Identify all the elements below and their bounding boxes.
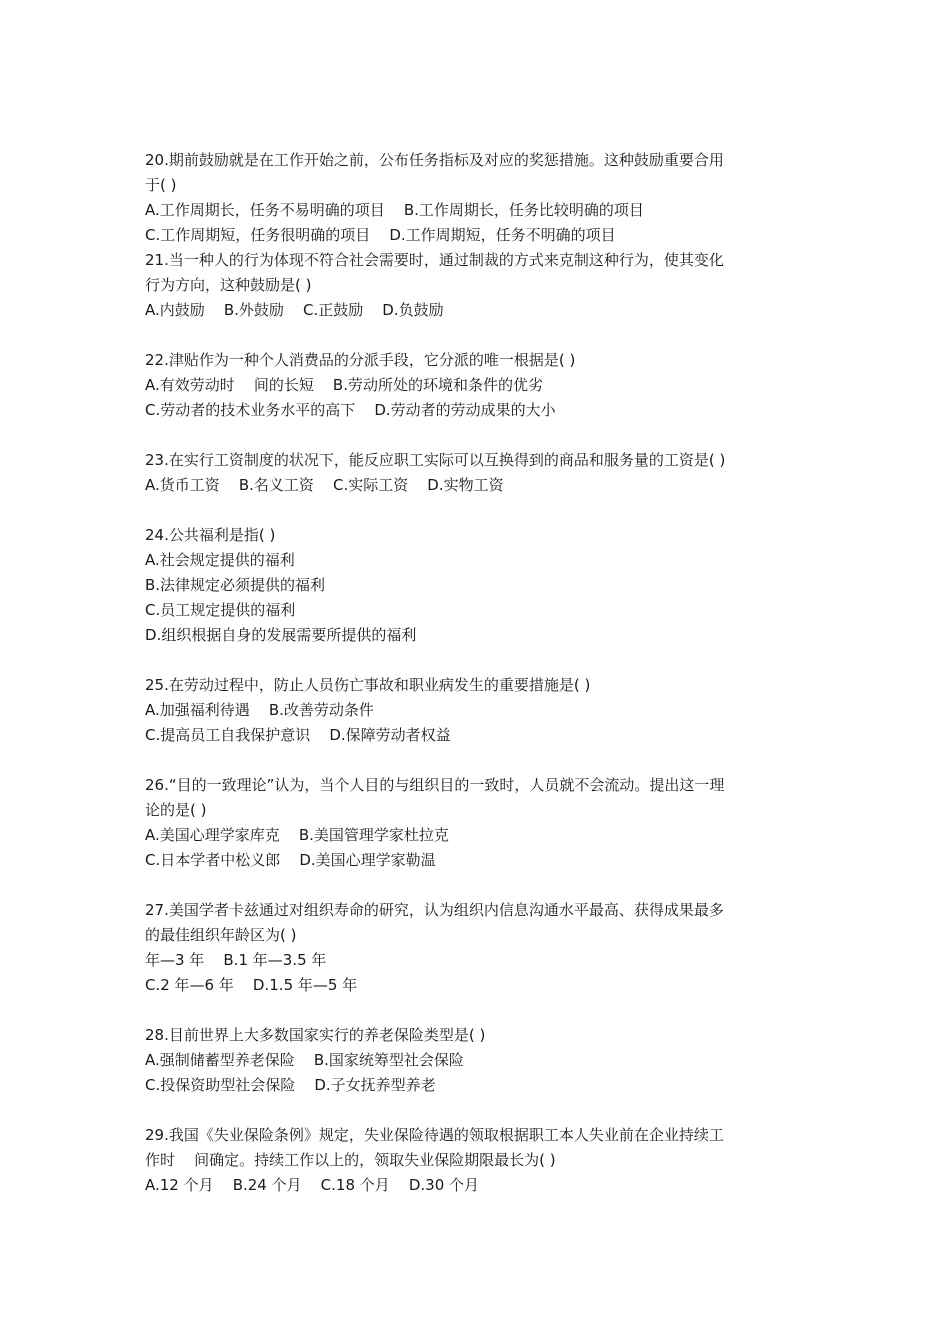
spacer bbox=[145, 648, 815, 673]
options-line: A.强制储蓄型养老保险 B.国家统筹型社会保险 bbox=[145, 1051, 464, 1069]
options-line: A.有效劳动时 间的长短 B.劳动所处的环境和条件的优劣 bbox=[145, 376, 543, 394]
spacer bbox=[145, 748, 815, 773]
option-d: D.组织根据自身的发展需要所提供的福利 bbox=[145, 626, 417, 644]
question-25 bbox=[145, 673, 815, 748]
question-text: 26.“目的一致理论”认为，当个人目的与组织目的一致时，人员就不会流动。提出这一理 bbox=[145, 776, 725, 794]
spacer bbox=[145, 998, 815, 1023]
options-line: A.内鼓励 B.外鼓励 C.正鼓励 D.负鼓励 bbox=[145, 301, 444, 319]
spacer bbox=[145, 423, 815, 448]
option-b: B.法律规定必须提供的福利 bbox=[145, 576, 326, 594]
question-text: 论的是( ) bbox=[145, 801, 207, 819]
question-26 bbox=[145, 773, 815, 873]
options-line: C.提高员工自我保护意识 D.保障劳动者权益 bbox=[145, 726, 451, 744]
question-text: 22.津贴作为一种个人消费品的分派手段，它分派的唯一根据是( ) bbox=[145, 351, 576, 369]
question-24 bbox=[145, 523, 815, 648]
question-list bbox=[145, 148, 815, 1198]
question-23 bbox=[145, 448, 815, 498]
options-line: C.日本学者中松义郎 D.美国心理学家勒温 bbox=[145, 851, 436, 869]
spacer bbox=[145, 1098, 815, 1123]
question-text: 23.在实行工资制度的状况下，能反应职工实际可以互换得到的商品和服务量的工资是( ) bbox=[145, 451, 726, 469]
spacer bbox=[145, 323, 815, 348]
question-20 bbox=[145, 148, 815, 248]
question-29 bbox=[145, 1123, 815, 1198]
question-text: 28.目前世界上大多数国家实行的养老保险类型是( ) bbox=[145, 1026, 486, 1044]
options-line: C.劳动者的技术业务水平的高下 D.劳动者的劳动成果的大小 bbox=[145, 401, 556, 419]
options-line: A.加强福利待遇 B.改善劳动条件 bbox=[145, 701, 374, 719]
question-text: 的最佳组织年龄区为( ) bbox=[145, 926, 297, 944]
options-line: C.投保资助型社会保险 D.子女抚养型养老 bbox=[145, 1076, 436, 1094]
question-text: 作时 间确定。持续工作以上的，领取失业保险期限最长为( ) bbox=[145, 1151, 556, 1169]
question-27 bbox=[145, 898, 815, 998]
option-c: C.员工规定提供的福利 bbox=[145, 601, 296, 619]
spacer bbox=[145, 873, 815, 898]
question-text: 21.当一种人的行为体现不符合社会需要时，通过制裁的方式来克制这种行为，使其变化 bbox=[145, 251, 724, 269]
question-text: 行为方向，这种鼓励是( ) bbox=[145, 276, 312, 294]
question-text: 24.公共福利是指( ) bbox=[145, 526, 276, 544]
question-text: 于( ) bbox=[145, 176, 177, 194]
options-line: 年—3 年 B.1 年—3.5 年 bbox=[145, 951, 327, 969]
question-21 bbox=[145, 248, 815, 323]
options-line: C.工作周期短，任务很明确的项目 D.工作周期短，任务不明确的项目 bbox=[145, 226, 616, 244]
option-a: A.社会规定提供的福利 bbox=[145, 551, 295, 569]
question-22 bbox=[145, 348, 815, 423]
question-text: 20.期前鼓励就是在工作开始之前，公布任务指标及对应的奖惩措施。这种鼓励重要合用 bbox=[145, 151, 724, 169]
options-line: A.12 个月 B.24 个月 C.18 个月 D.30 个月 bbox=[145, 1176, 480, 1194]
spacer bbox=[145, 498, 815, 523]
options-line: A.货币工资 B.名义工资 C.实际工资 D.实物工资 bbox=[145, 476, 504, 494]
options-line: A.工作周期长，任务不易明确的项目 B.工作周期长，任务比较明确的项目 bbox=[145, 201, 644, 219]
question-28 bbox=[145, 1023, 815, 1098]
options-line: A.美国心理学家库克 B.美国管理学家杜拉克 bbox=[145, 826, 449, 844]
options-line: C.2 年—6 年 D.1.5 年—5 年 bbox=[145, 976, 358, 994]
question-text: 27.美国学者卡兹通过对组织寿命的研究，认为组织内信息沟通水平最高、获得成果最多 bbox=[145, 901, 724, 919]
question-text: 29.我国《失业保险条例》规定，失业保险待遇的领取根据职工本人失业前在企业持续工 bbox=[145, 1126, 724, 1144]
question-text: 25.在劳动过程中，防止人员伤亡事故和职业病发生的重要措施是( ) bbox=[145, 676, 591, 694]
